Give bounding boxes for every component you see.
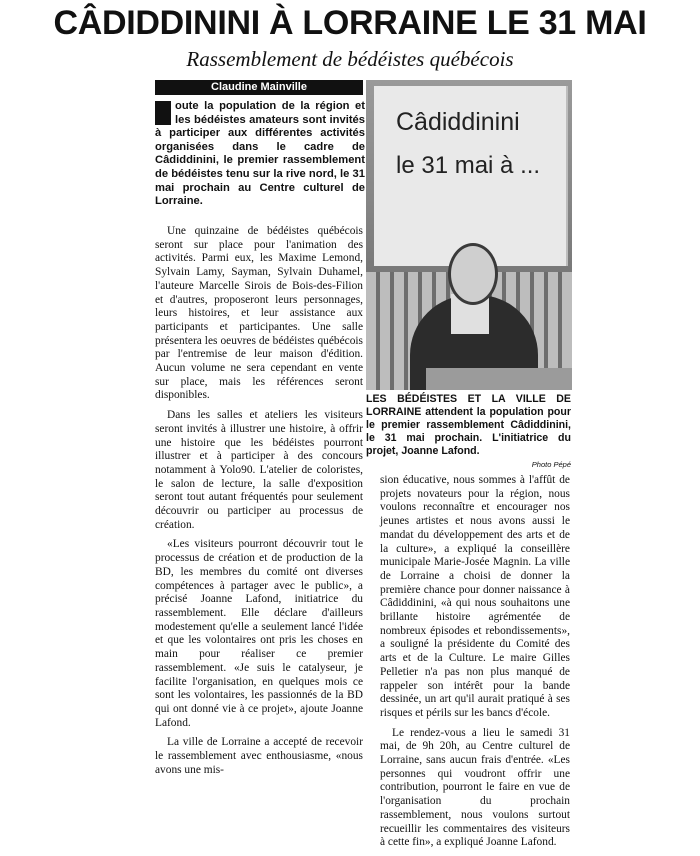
person-head <box>448 243 498 305</box>
lead-text: oute la population de la région et les bédéistes amateurs sont invités à participer aux différentes activités organisées dans le cadre de Câdiddinini, le premier rassemblement de bédéistes tenu sur la rive nord, le 31 mai prochain au Centre culturel de Lorraine. <box>155 100 365 208</box>
paragraph: La ville de Lorraine a accepté de recevoir le rassemblement avec enthousiasme, «nous avons une mis- <box>155 736 363 776</box>
column-left <box>155 225 363 783</box>
article-photo <box>366 80 572 390</box>
drop-cap-t <box>155 101 171 125</box>
photo-credit: Photo Pépé <box>531 460 571 469</box>
subheadline: Rassemblement de bédéistes québécois <box>186 47 514 71</box>
paragraph: sion éducative, nous sommes à l'affût de projets novateurs pour la région, nous voulons reconnaître et encourager nos jeunes artistes et nous avons aussi le mandat du développement des arts et de la culture», a expliqué la conseillère municipale Marie-Josée Magnin. La ville de Lorraine a choisi de donner la première chance pour donner naissance à Câdiddinini, «à qui nous souhaitons une brillante histoire agrémentée de nombreux épisodes et rebondissements», a souligné la présidente du Comité des arts et de la Culture. Le maire Gilles Pelletier n'a pas non plus manqué de rappeler son intérêt pour la bande dessinée, un art qu'il aurait pratiqué à ses risques et périls sur les bancs d'école. <box>380 474 570 719</box>
paragraph: Dans les salles et ateliers les visiteurs seront invités à illustrer une histoire, à offrir une histoire que les bédéistes pourront illustrer et à participer à des concours notamment à Yolo90. L'atelier de coloristes, le salon de lecture, la salle d'exposition seront tout autant fréquentés pour seulement découvrir ou participer au processus de création. <box>155 409 363 531</box>
headline: CÂDIDDININI À LORRAINE LE 31 MAI <box>53 4 647 42</box>
lead-paragraph <box>155 100 365 209</box>
paragraph: Le rendez-vous a lieu le samedi 31 mai, de 9h 20h, au Centre culturel de Lorraine, sans aucun frais d'entrée. «Les personnes qui voudront offrir une contribution, pourront le faire en vue de l'organisation du prochain rassemblement, nous voulons surtout recueillir les commentaires des visiteurs à cette fin», a expliqué Joanne Lafond. <box>380 726 570 849</box>
sign-board <box>374 86 568 266</box>
paragraph: «Les visiteurs pourront découvrir tout le processus de création et de production de la BD, les membres du comité ont diverses compétences à partager avec le public», a précisé Joanne Lafond, initiatrice du rassemblement. Elle déclare d'ailleurs modestement qu'elle a seulement lancé l'idée et que les volontaires ont pris les choses en main pour réaliser ce premier rassemblement. «Je suis le catalyseur, je facilite l'organisation, en quelques mois ce sont les volontaires, les passionnés de la BD qui ont donné vie à ce projet», ajoute Joanne Lafond. <box>155 538 363 729</box>
column-right <box>380 474 570 856</box>
sign-text-line2: le 31 mai à ... <box>396 152 541 179</box>
sign-text-line1: Câdiddinini <box>396 108 520 136</box>
paragraph: Une quinzaine de bédéistes québécois seront sur place pour l'animation des activités. Parmi eux, les Maxime Lemond, Sylvain Lamy, Sayman, Sylvain Duhamel, l'auteure Marcelle Sirois de Bois-des-Filion et d'autres, proposeront leurs personnages, leurs histoires, et leur assistance aux participants et participantes. Une salle présentera les oeuvres de bédéistes québécois par l'entremise de leur maison d'édition. Aucun volume ne sera cependant en vente sur place, mais les références seront disponibles. <box>155 225 363 402</box>
podium <box>426 368 572 390</box>
photo-caption: LES BÉDÉISTES ET LA VILLE DE LORRAINE attendent la population pour le premier rassemblement Câdiddinini, le 31 mai prochain. L'initiatrice du projet, Joanne Lafond. <box>366 393 571 458</box>
byline: Claudine Mainville <box>155 80 363 95</box>
